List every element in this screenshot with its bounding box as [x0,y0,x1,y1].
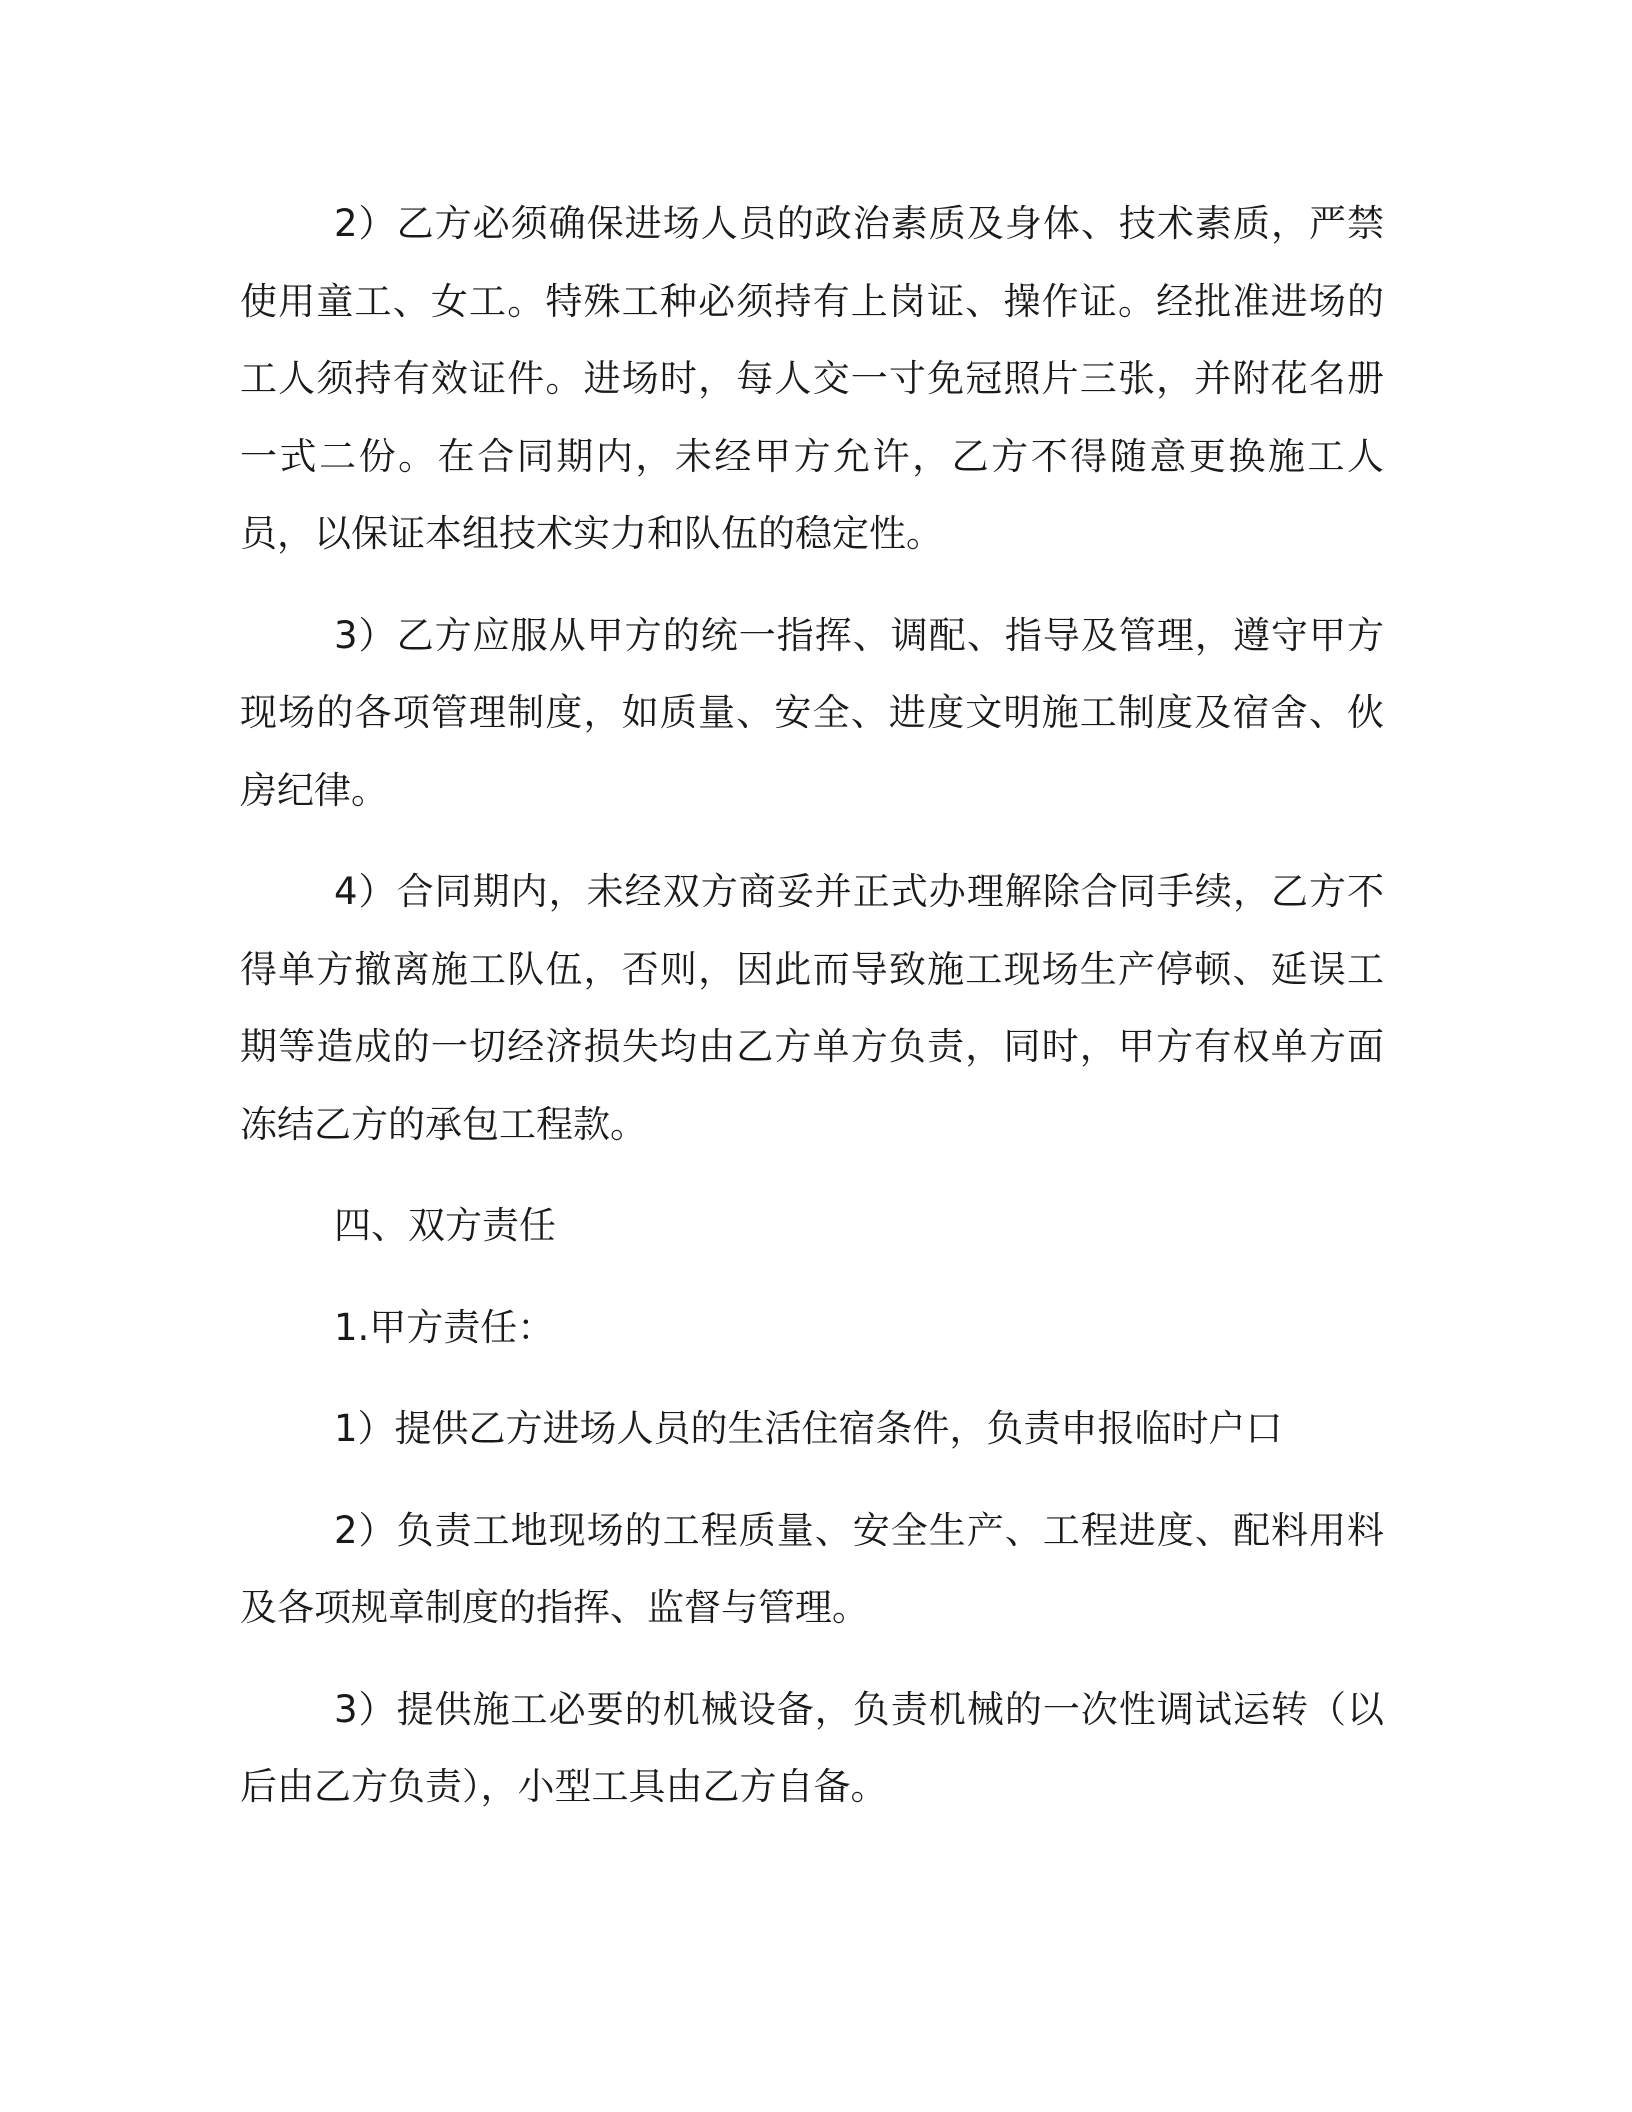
paragraph-site-management: 2）负责工地现场的工程质量、安全生产、工程进度、配料用料及各项规章制度的指挥、监督与管理。 [240,1508,1384,1629]
document-body [240,185,1384,1826]
paragraph-living-conditions: 1）提供乙方进场人员的生活住宿条件，负责申报临时户口 [334,1407,1283,1450]
paragraph-worker-qualifications: 2）乙方必须确保进场人员的政治素质及身体、技术素质，严禁使用童工、女工。特殊工种必须持有上岗证、操作证。经批准进场的工人须持有效证件。进场时，每人交一寸免冠照片三张，并附花名册一式二份。在合同期内，未经甲方允许，乙方不得随意更换施工人员，以保证本组技术实力和队伍的稳定性。 [240,202,1384,555]
section-heading-responsibilities: 四、双方责任 [334,1204,556,1247]
paragraph-no-withdrawal: 4）合同期内，未经双方商妥并正式办理解除合同手续，乙方不得单方撤离施工队伍，否则，因此而导致施工现场生产停顿、延误工期等造成的一切经济损失均由乙方单方负责，同时，甲方有权单方面冻结乙方的承包工程款。 [240,870,1384,1146]
paragraph-equipment: 3）提供施工必要的机械设备，负责机械的一次性调试运转（以后由乙方负责），小型工具由乙方自备。 [240,1687,1384,1808]
paragraph-obey-management: 3）乙方应服从甲方的统一指挥、调配、指导及管理，遵守甲方现场的各项管理制度，如质量、安全、进度文明施工制度及宿舍、伙房纪律。 [240,613,1384,812]
subheading-party-a-responsibilities: 1.甲方责任： [334,1305,555,1349]
